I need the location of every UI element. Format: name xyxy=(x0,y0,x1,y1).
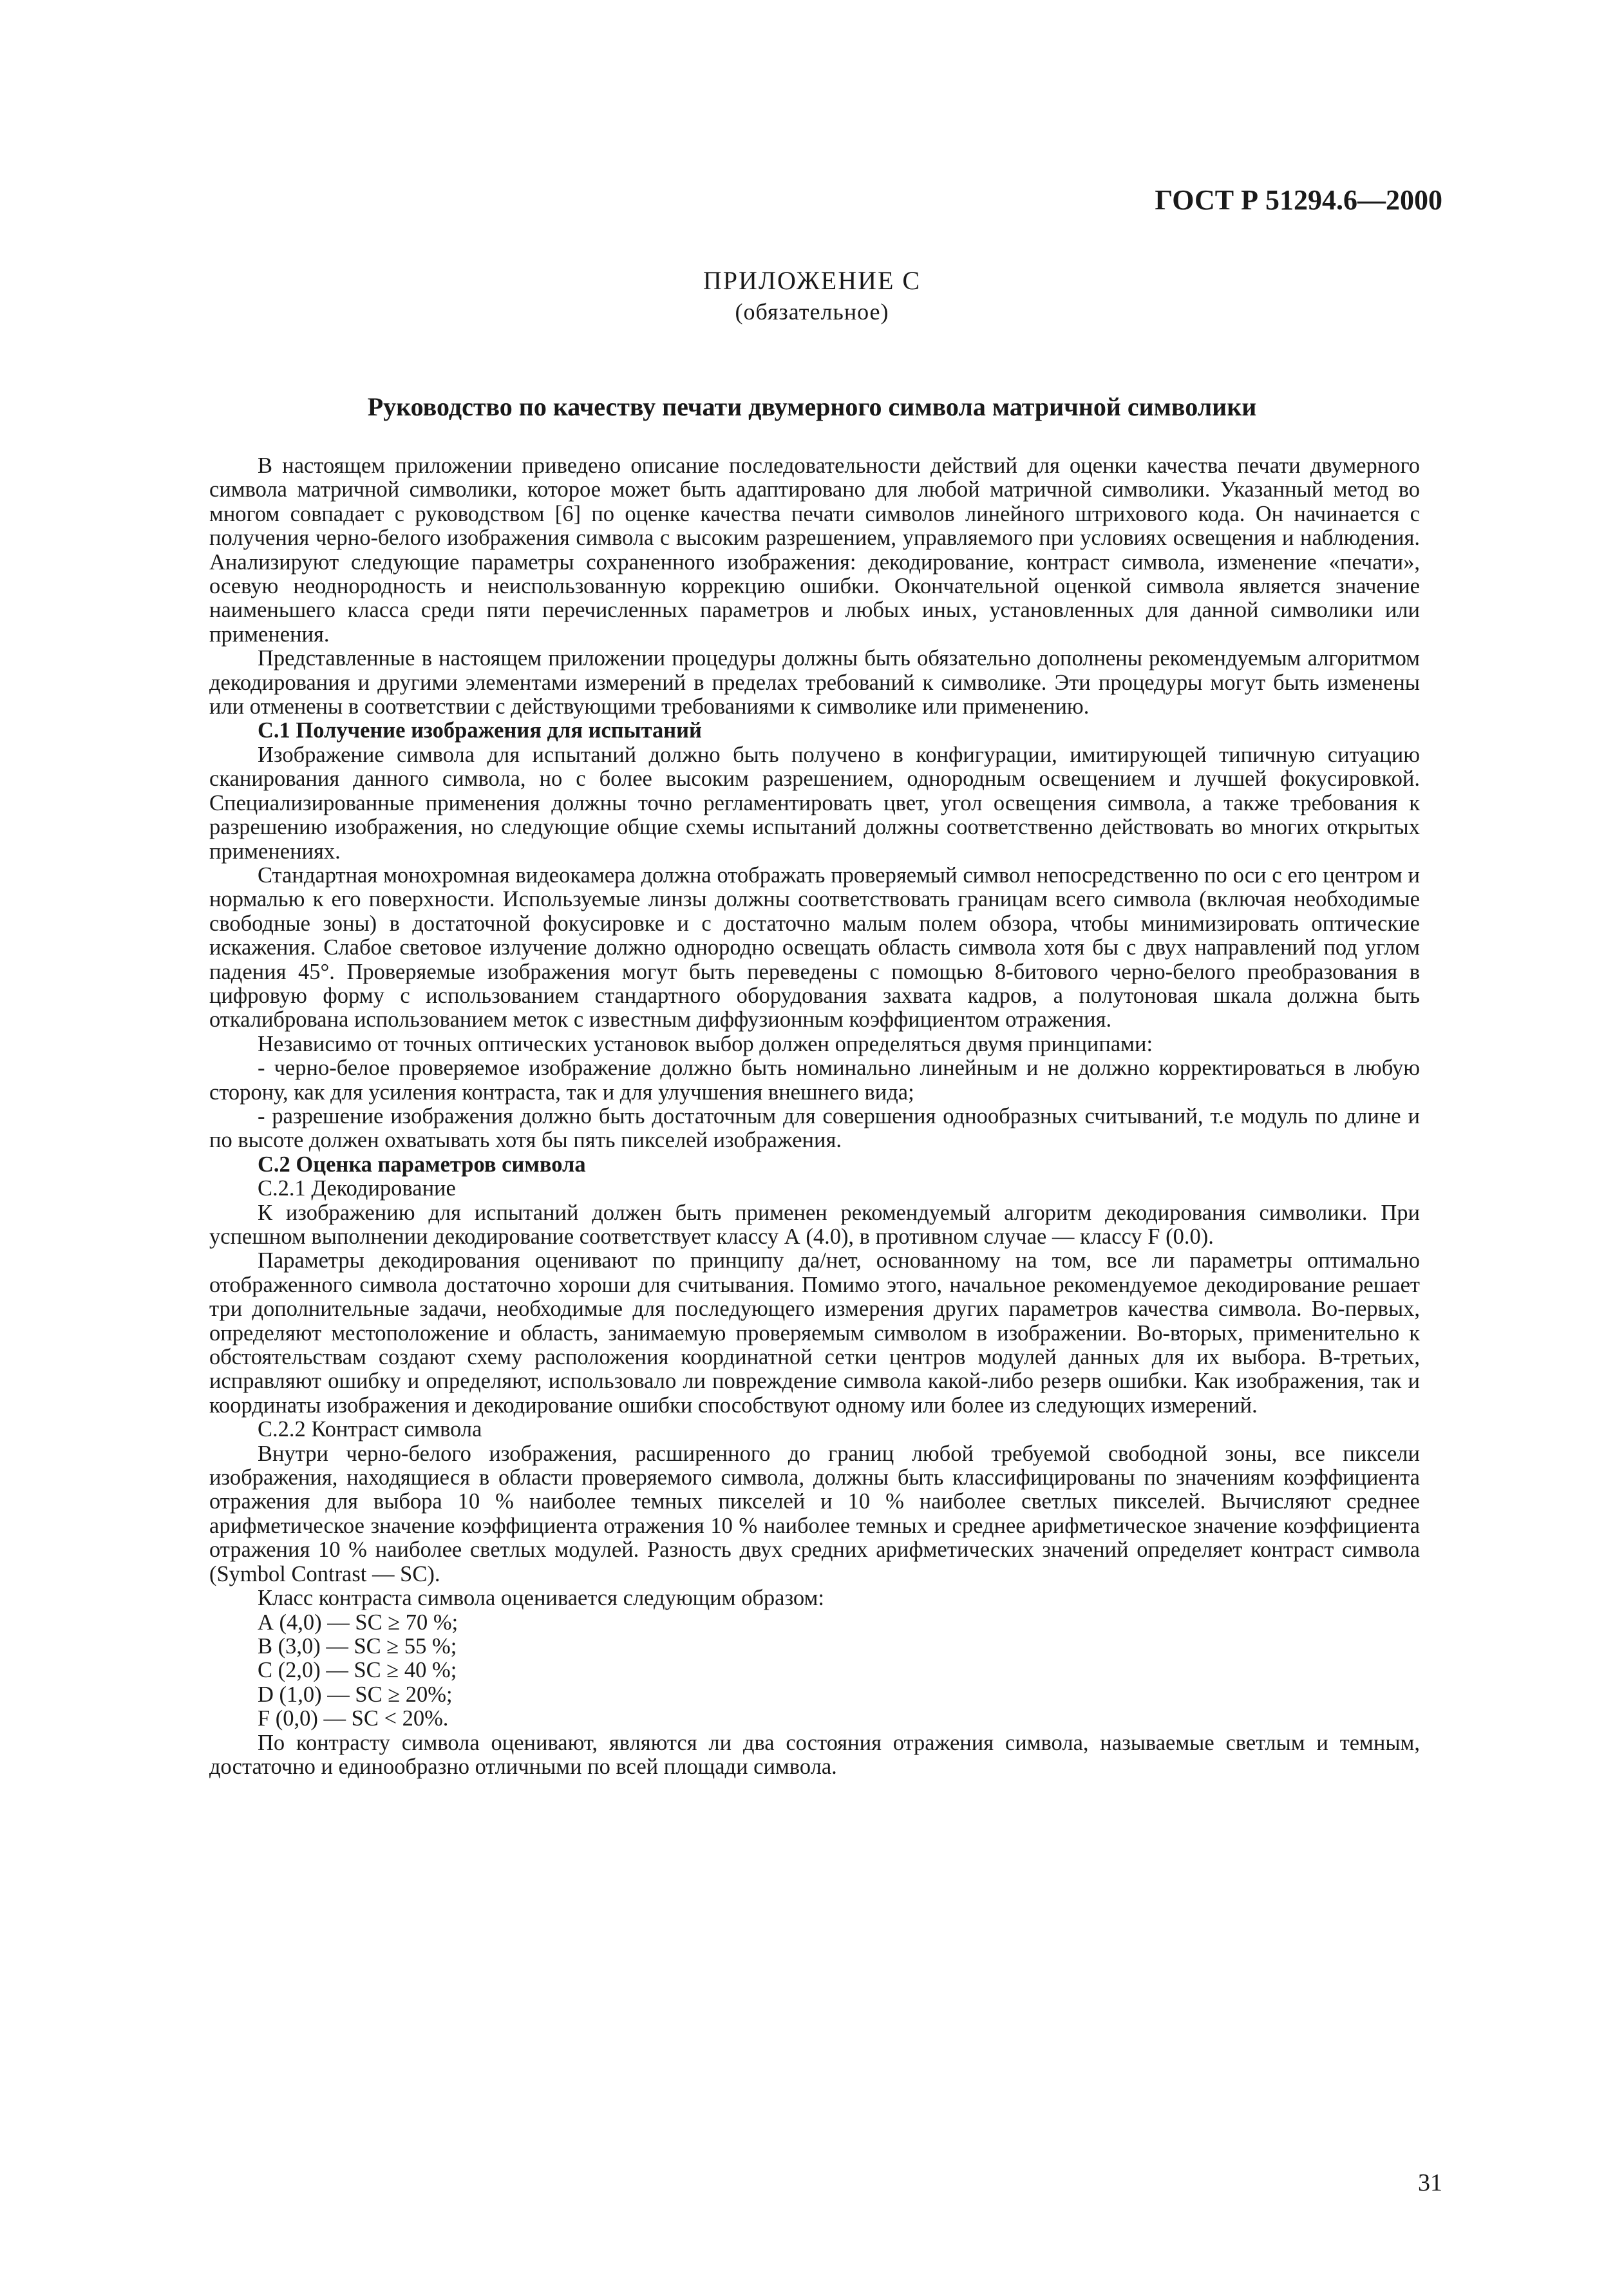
grade-item: А (4,0) — SC ≥ 70 %; xyxy=(258,1610,458,1635)
paragraph: Параметры декодирования оценивают по принципу да/нет, основанному на том, все ли параметры оптимально отображенного символа достаточно хороши для считывания. Помимо этого, начальное рекомендуемое декодирование решает три дополнительные задачи, необходимые для последующего измерения других параметров качества символа. Во-первых, определяют местоположение и область, занимаемую проверяемым символом в изображении. Во-вторых, применительно к обстоятельствам создают схему расположения координатной сетки центров модулей данных для их выбора. В-третьих, исправляют ошибку и определяют, использовало ли повреждение символа какой-либо резерв ошибки. Как изображения, так и координаты изображения и декодирование ошибки способствуют одному или более из следующих измерений. xyxy=(209,1248,1420,1418)
paragraph: Независимо от точных оптических установок выбор должен определяться двумя принципами: xyxy=(258,1031,1153,1056)
appendix-status: (обязательное) xyxy=(735,299,889,325)
grade-item: B (3,0) — SC ≥ 55 %; xyxy=(258,1633,457,1659)
grade-item: F (0,0) — SC < 20%. xyxy=(258,1706,449,1731)
paragraph: К изображению для испытаний должен быть применен рекомендуемый алгоритм декодирования символики. При успешном выполнении декодирование соответствует классу А (4.0), в противном случае — классу F (0.0). xyxy=(209,1200,1420,1249)
paragraph: Класс контраста символа оценивается следующим образом: xyxy=(258,1586,824,1611)
list-item: - черно-белое проверяемое изображение должно быть номинально линейным и не должно корректироваться в любую сторону, как для усиления контраста, так и для улучшения внешнего вида; xyxy=(209,1056,1420,1105)
paragraph: Изображение символа для испытаний должно быть получено в конфигурации, имитирующей типичную ситуацию сканирования данного символа, но с более высоким разрешением, однородным освещением и лучшей фокусировкой. Специализированные применения должны точно регламентировать цвет, угол освещения символа, а также требования к разрешению изображения, но следующие общие схемы испытаний должны соответственно действовать во многих открытых применениях. xyxy=(209,742,1420,864)
subsection-heading: С.2 Оценка параметров символа xyxy=(258,1152,586,1177)
paragraph: Представленные в настоящем приложении процедуры должны быть обязательно дополнены рекомендуемым алгоритмом декодирования и другими элементами измерений в пределах требований к символике. Эти процедуры могут быть изменены или отменены в соответствии с действующими требованиями к символике или применению. xyxy=(209,646,1420,719)
page-number: 31 xyxy=(1418,2169,1442,2196)
paragraph: Стандартная монохромная видеокамера должна отображать проверяемый символ непосредственно по оси с его центром и нормалью к его поверхности. Используемые линзы должны соответствовать границам всего символа (включая необходимые свободные зоны) в достаточной фокусировке и с достаточно малым полем обзора, чтобы минимизировать оптические искажения. Слабое световое излучение должно однородно освещать область символа хотя бы с двух направлений под углом падения 45°. Проверяемые изображения могут быть переведены с помощью 8-битового черно-белого преобразования в цифровую форму с использованием стандартного оборудования захвата кадров, а полутоновая шкала должна быть откалибрована использованием меток с известным диффузионным коэффициентом отражения. xyxy=(209,862,1420,1032)
list-item: - разрешение изображения должно быть достаточным для совершения однообразных считываний, т.е модуль по длине и по высоте должен охватывать хотя бы пять пикселей изображения. xyxy=(209,1103,1420,1153)
clause-heading: С.2.1 Декодирование xyxy=(258,1176,456,1201)
clause-heading: С.2.2 Контраст символа xyxy=(258,1417,482,1442)
paragraph: Внутри черно-белого изображения, расширенного до границ любой требуемой свободной зоны, все пиксели изображения, находящиеся в области проверяемого символа, должны быть классифицированы по значениям коэффициента отражения для выбора 10 % наиболее темных пикселей и 10 % наиболее светлых пикселей. Вычисляют среднее арифметическое значение коэффициента отражения 10 % наиболее темных и среднее арифметическое значение коэффициента отражения 10 % наиболее светлых модулей. Разность двух средних арифметических значений определяет контраст символа (Symbol Contrast — SC). xyxy=(209,1441,1420,1586)
document-standard-number: ГОСТ Р 51294.6—2000 xyxy=(1155,184,1442,216)
paragraph: В настоящем приложении приведено описание последовательности действий для оценки качества печати двумерного символа матричной символики, которое может быть адаптировано для любой матричной символики. Указанный метод во многом совпадает с руководством [6] по оценке качества печати символов линейного штрихового кода. Он начинается с получения черно-белого изображения символа с высоким разрешением, управляемого при условиях освещения и наблюдения. Анализируют следующие параметры сохраненного изображения: декодирование, контраст символа, изменение «печати», осевую неоднородность и неиспользованную коррекцию ошибки. Окончательной оценкой символа является значение наименьшего класса среди пяти перечисленных параметров и любых иных, установленных для данной символики или применения. xyxy=(209,453,1420,647)
grade-item: D (1,0) — SC ≥ 20%; xyxy=(258,1682,453,1707)
body-text xyxy=(209,454,1420,1779)
subsection-heading: С.1 Получение изображения для испытаний xyxy=(258,718,702,743)
grade-item: C (2,0) — SC ≥ 40 %; xyxy=(258,1658,457,1683)
appendix-label: ПРИЛОЖЕНИЕ С xyxy=(703,266,921,295)
section-title: Руководство по качеству печати двумерного символа матричной символики xyxy=(367,392,1257,421)
paragraph: По контрасту символа оценивают, являются ли два состояния отражения символа, называемые светлым и темным, достаточно и единообразно отличными по всей площади символа. xyxy=(209,1730,1420,1779)
appendix-heading xyxy=(0,265,1624,327)
